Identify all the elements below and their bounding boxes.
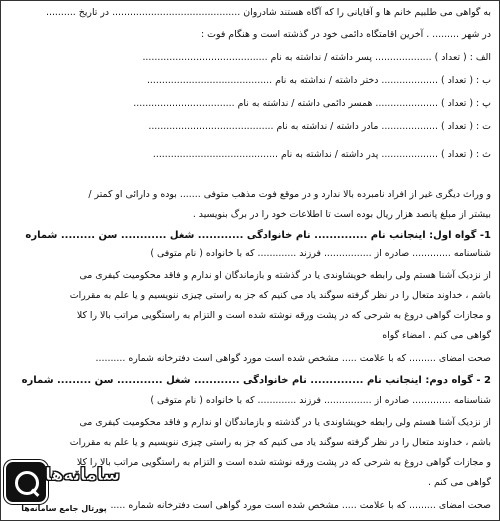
form-line-sons: الف : ( تعداد ) ................... پسر داشته / نداشته به نام .......................................... [142,52,491,63]
witness-1-id-line: شناسنامه ............. صادره از ................ فرزند ............. که با خانواده ( نام متوفی ) [150,248,491,259]
witness-2-relation-line: از نزدیک آشنا هستم ولی رابطه خویشاوندی یا در گذشته و بازماندگان او ندارم و فاقد محکومیت کیفری می [79,417,491,428]
form-line-daughters: ب : ( تعداد ) ................... دختر داشته / نداشته به نام .......................................... [146,75,491,86]
form-line-estate: بیشتر از مبلغ پانصد هزار ریال بوده است تا اطلاعات خود را در برگ بنویسید . [192,209,491,220]
form-line-opening: به گواهی می طلبیم خانم ها و آقایانی را که آگاه هستند شادروان ........................................... در تاریخ .......... [45,7,491,18]
watermark-brand: سامانه‌ها [45,465,120,485]
witness-1-signature-line: گواهی می کنم . امضاء گواه [382,330,491,341]
form-line-heirs: و وراث دیگری غیر از افراد نامبرده بالا ندارد و در موقع فوت مذهب متوفی ....... بوده و دارائی او کمتر / [88,189,491,200]
witness-2-signature-line: گواهی می کنم . [428,477,491,488]
witness-2-id-line: شناسنامه ............. صادره از ................ فرزند ............. که با خانواده ( نام متوفی ) [150,395,491,406]
witness-2-oath-line: باشم ، خداوند متعال را در نظر گرفته سوگند یاد می کنیم که جز به راستی چیزی ننویسیم و یا علم به مقررات [69,437,491,448]
witness-2-heading: 2 - گواه دوم: اینجانب نام .............. نام خانوادگی ............ شغل ............ سن ......... شماره [21,375,491,386]
witness-1-relation-line: از نزدیک آشنا هستم ولی رابطه خویشاوندی یا در گذشته و بازماندگان او ندارم و فاقد محکومیت کیفری می [79,270,491,281]
form-line-father: ث : ( تعداد ) ................... پدر داشته / نداشته به نام .......................................... [152,149,491,160]
witness-1-heading: 1- گواه اول: اینجانب نام .............. نام خانوادگی ............ شغل ............ سن ......... شماره [25,230,491,241]
form-line-spouse: پ : ( تعداد ) ..................... همسر دائمی داشته / نداشته به نام .................................. [133,98,491,109]
watermark-subtitle: پورتال جامع سامانه‌ها [21,504,107,513]
search-icon [4,460,48,504]
witness-1-penalty-line: و مجازات گواهی دروغ به شرحی که در پشت ورقه نوشته شده است و التزام به راستگویی مراتب بالا را کلا [76,310,491,321]
form-line-mother: ت : ( تعداد ) ................... مادر داشته / نداشته به نام .......................................... [148,121,491,132]
form-line-city: در شهر ......... . آخرین اقامتگاه دائمی خود در گذشته است و هنگام فوت : [201,29,491,40]
witness-2-penalty-line: و مجازات گواهی دروغ به شرحی که در پشت ورقه نوشته شده است و التزام به راستگویی مراتب بالا را کلا [76,457,491,468]
witness-2-notary-line: صحت امضای ......... که با علامت ..... مشخص شده است مورد گواهی است دفترخانه شماره ..... [110,500,491,511]
witness-1-oath-line: باشم ، خداوند متعال را در نظر گرفته سوگند یاد می کنیم که جز به راستی چیزی ننویسیم و یا علم به مقررات [69,290,491,301]
site-watermark [4,460,124,518]
witness-1-notary-line: صحت امضای ......... که با علامت ..... مشخص شده است مورد گواهی است دفترخانه شماره .......... [95,353,491,364]
